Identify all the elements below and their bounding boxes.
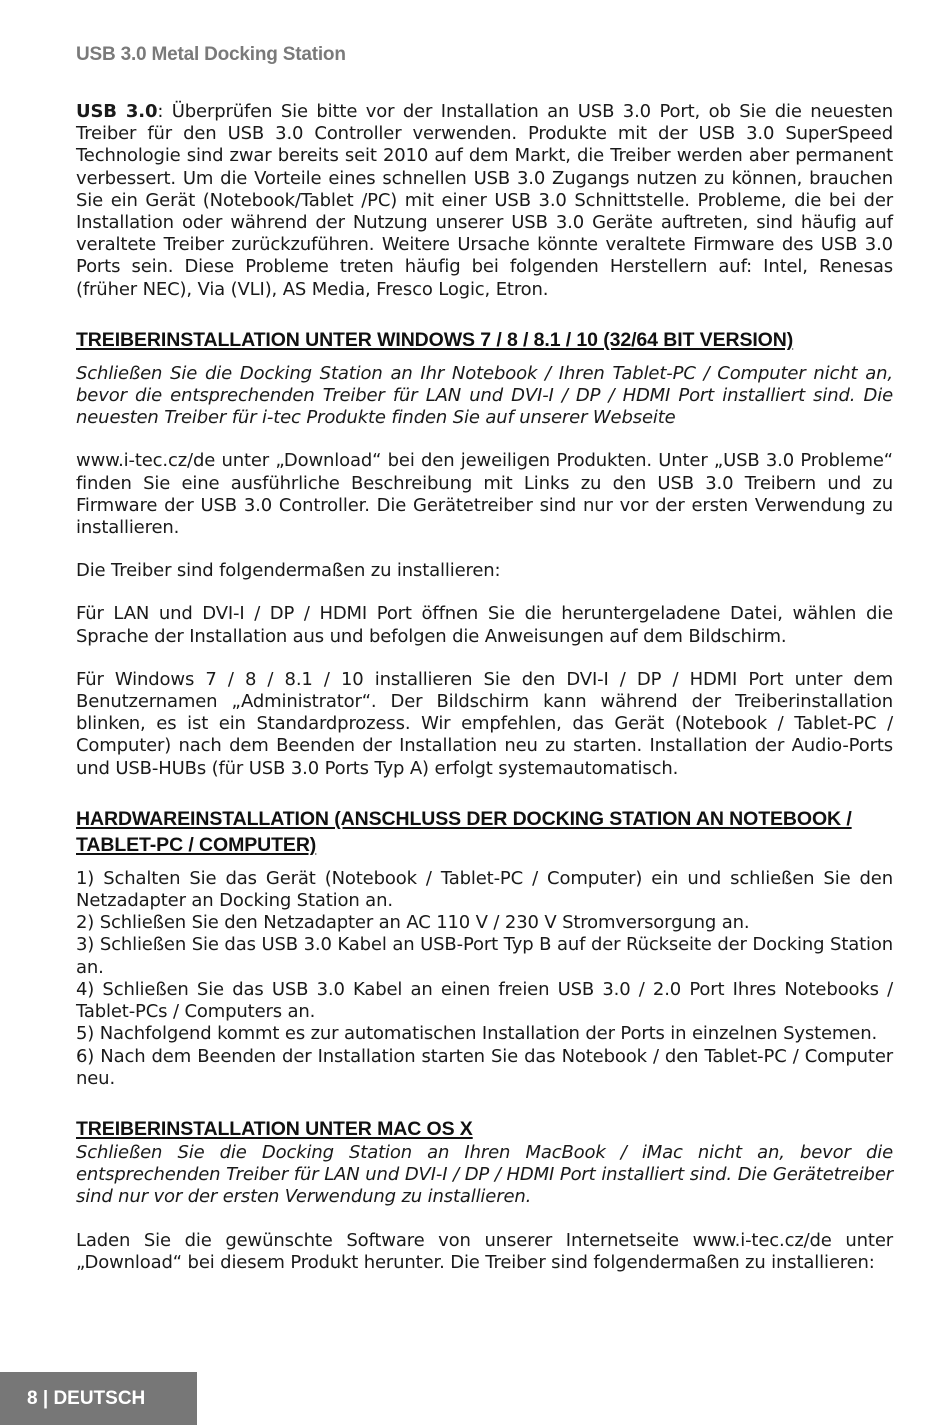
intro-paragraph: [76, 101, 893, 301]
hardware-install-heading: HARDWAREINSTALLATION (ANSCHLUSS DER DOCKING STATION AN NOTEBOOK / TABLET-PC / COMPUTER): [76, 807, 852, 856]
hardware-step: 2) Schließen Sie den Netzadapter an AC 110 V / 230 V Stromversorgung an.: [76, 912, 750, 934]
hardware-step: 6) Nach dem Beenden der Installation starten Sie das Notebook / den Tablet-PC / Computer neu.: [76, 1045, 893, 1089]
hardware-step: 1) Schalten Sie das Gerät (Notebook / Tablet-PC / Computer) ein und schließen Sie den Netzadapter an Docking Station an.: [76, 867, 893, 912]
windows-install-intro: Die Treiber sind folgendermaßen zu installieren:: [76, 560, 501, 582]
hardware-step: 4) Schließen Sie das USB 3.0 Kabel an einen freien USB 3.0 / 2.0 Port Ihres Notebooks / Tablet-PCs / Computers an.: [76, 978, 893, 1023]
mac-download-paragraph: Laden Sie die gewünschte Software von unserer Internetseite www.i-tec.cz/de unter „Download“ bei diesem Produkt herunter. Die Treiber sind folgendermaßen zu installieren:: [76, 1229, 893, 1273]
hardware-steps-list: [76, 868, 893, 1090]
intro-label: USB 3.0: [76, 101, 158, 122]
page-content: [76, 101, 893, 1274]
windows-driver-note: Schließen Sie die Docking Station an Ihr Notebook / Ihren Tablet-PC / Computer nicht an, bevor die entsprechenden Treiber für LAN und DVI-I / DP / HDMI Port installiert sind. Die neuesten Treiber für i-tec Produkte finden Sie auf unserer Webseite: [76, 362, 893, 429]
windows-driver-heading: TREIBERINSTALLATION UNTER WINDOWS 7 / 8 / 8.1 / 10 (32/64 BIT VERSION): [76, 328, 794, 351]
page-footer-label: 8 | DEUTSCH: [0, 1372, 197, 1425]
hardware-step: 3) Schließen Sie das USB 3.0 Kabel an USB-Port Typ B auf der Rückseite der Docking Station an.: [76, 934, 893, 978]
intro-text: : Überprüfen Sie bitte vor der Installation an USB 3.0 Port, ob Sie die neuesten Treiber für den USB 3.0 Controller verwenden. Produkte mit der USB 3.0 SuperSpeed Technologie sind zwar bereits seit 2010 auf dem Markt, die Treiber werden aber permanent verbessert. Um die Vorteile eines schnellen USB 3.0 Zugangs nutzen zu können, brauchen Sie ein Gerät (Notebook/Tablet /PC) mit einer USB 3.0 Schnittstelle. Probleme, die bei der Installation oder während der Nutzung unserer USB 3.0 Geräte auftreten, sind häufig auf veraltete Treiber zurückzuführen. Weitere Ursache könnte veraltete Firmware des USB 3.0 Ports sein. Diese Probleme treten häufig bei folgenden Herstellern auf: Intel, Renesas (früher NEC), Via (VLI), AS Media, Fresco Logic, Etron.: [76, 101, 893, 300]
page-header-title: USB 3.0 Metal Docking Station: [76, 44, 346, 65]
windows-lan-display-paragraph: Für LAN und DVI-I / DP / HDMI Port öffnen Sie die heruntergeladene Datei, wählen die Sprache der Installation aus und befolgen die Anweisungen auf dem Bildschirm.: [76, 603, 893, 647]
windows-download-paragraph: www.i-tec.cz/de unter „Download“ bei den jeweiligen Produkten. Unter „USB 3.0 Probleme“ finden Sie eine ausführliche Beschreibung mit Links zu den USB 3.0 Treibern und zu Firmware der USB 3.0 Controller. Die Gerätetreiber sind nur vor der ersten Verwendung zu installieren.: [76, 450, 893, 539]
mac-driver-note: Schließen Sie die Docking Station an Ihren MacBook / iMac nicht an, bevor die entsprechenden Treiber für LAN und DVI-I / DP / HDMI Port installiert sind. Die Gerätetreiber sind nur vor der ersten Verwendung zu installieren.: [76, 1141, 893, 1208]
mac-driver-heading: TREIBERINSTALLATION UNTER MAC OS X: [76, 1117, 473, 1140]
hardware-step: 5) Nachfolgend kommt es zur automatischen Installation der Ports in einzelnen Systemen.: [76, 1023, 878, 1045]
windows-admin-paragraph: Für Windows 7 / 8 / 8.1 / 10 installieren Sie den DVI-I / DP / HDMI Port unter dem Benutzernamen „Administrator“. Der Bildschirm kann während der Treiberinstallation blinken, es ist ein Standardprozess. Wir empfehlen, das Gerät (Notebook / Tablet-PC / Computer) nach dem Beenden der Installation neu zu starten. Installation der Audio-Ports und USB-HUBs (für USB 3.0 Ports Typ A) erfolgt systemautomatisch.: [76, 668, 893, 779]
